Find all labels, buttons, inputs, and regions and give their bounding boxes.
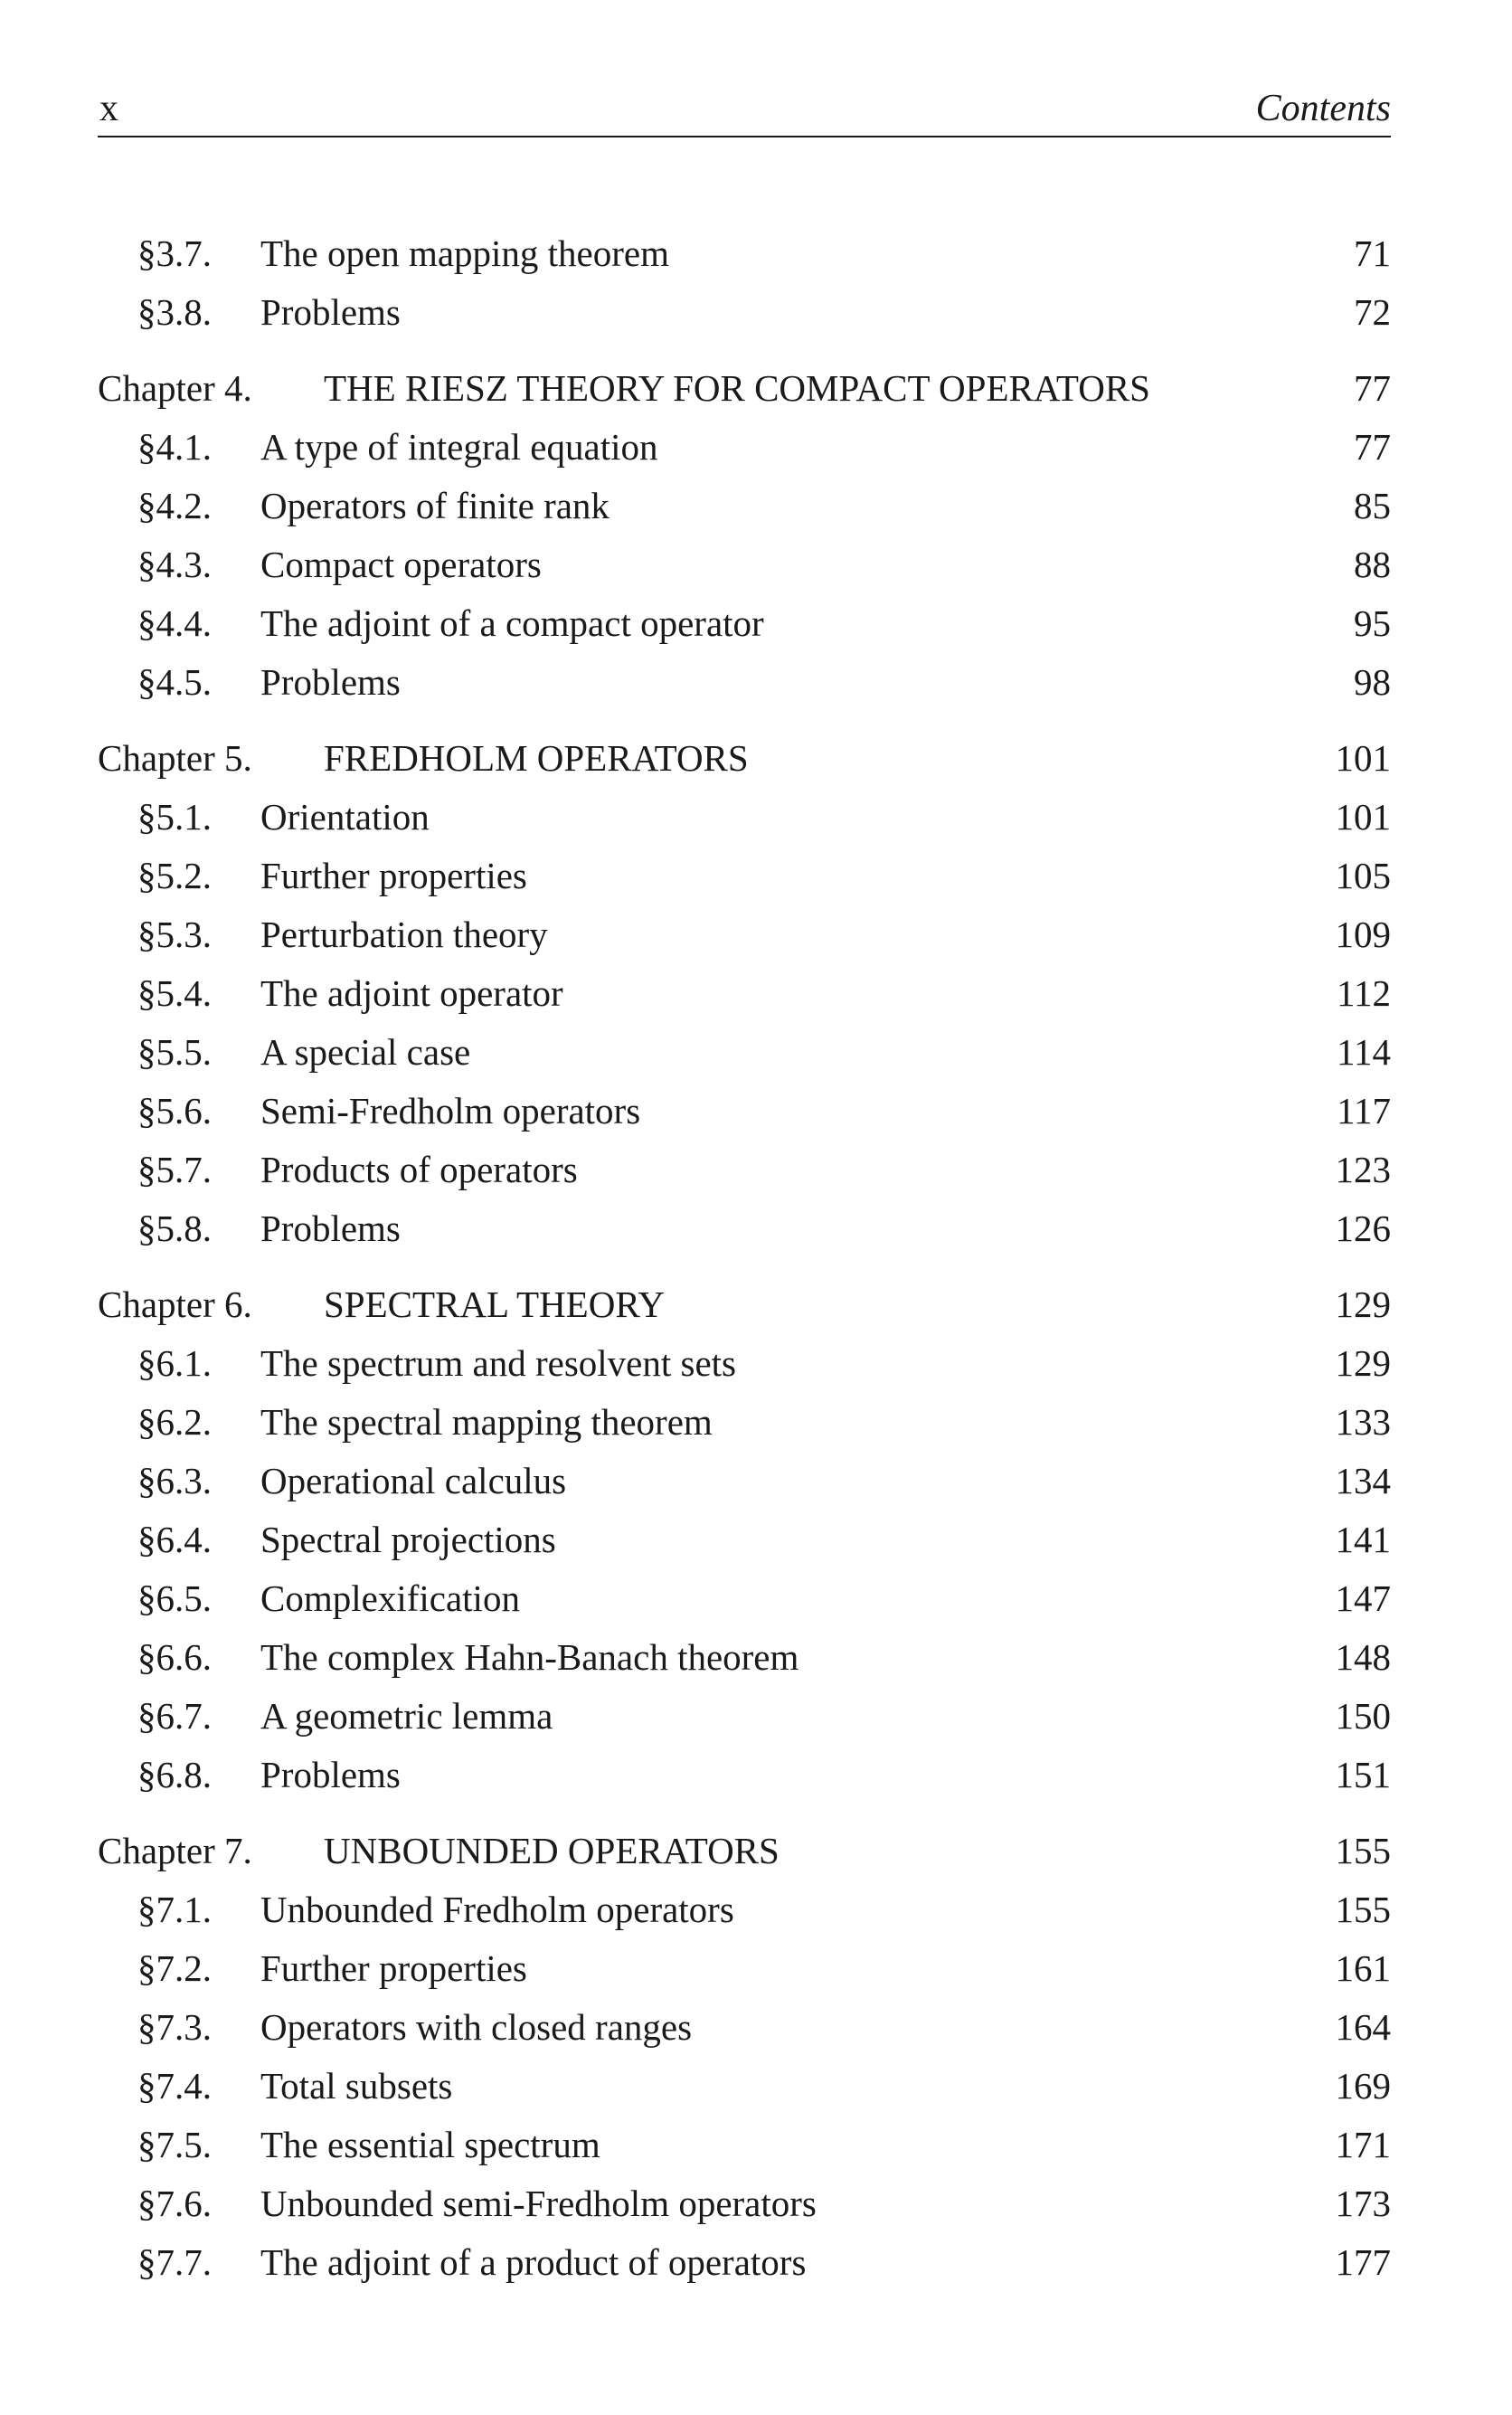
section-number: §6.1. bbox=[137, 1342, 212, 1384]
page-ref: 112 bbox=[1337, 972, 1391, 1014]
section-title: Problems bbox=[260, 1754, 401, 1795]
section-number: §5.1. bbox=[137, 796, 212, 838]
section-title: The essential spectrum bbox=[260, 2124, 600, 2165]
page-ref: 101 bbox=[1335, 796, 1391, 838]
section-number: §5.4. bbox=[137, 972, 212, 1014]
toc-section-row bbox=[98, 1511, 1391, 1569]
toc-section-row bbox=[98, 1082, 1391, 1141]
page-ref: 114 bbox=[1337, 1031, 1391, 1073]
page-ref: 133 bbox=[1335, 1401, 1391, 1443]
section-number: §6.3. bbox=[137, 1460, 212, 1501]
section-number: §4.2. bbox=[137, 485, 212, 526]
section-title: Operational calculus bbox=[260, 1460, 567, 1501]
page-ref: 148 bbox=[1335, 1636, 1391, 1678]
chapter-title: SPECTRAL THEORY bbox=[324, 1283, 666, 1325]
toc-section-row bbox=[98, 2233, 1391, 2292]
section-number: §4.5. bbox=[137, 661, 212, 703]
section-title: The open mapping theorem bbox=[260, 232, 670, 274]
section-number: §6.7. bbox=[137, 1695, 212, 1737]
section-number: §7.2. bbox=[137, 1947, 212, 1989]
section-number: §7.6. bbox=[137, 2183, 212, 2224]
section-title: A special case bbox=[260, 1031, 471, 1073]
section-title: Further properties bbox=[260, 1947, 527, 1989]
page-number: x bbox=[99, 88, 118, 129]
toc-chapter-row bbox=[98, 1275, 1391, 1334]
section-title: Total subsets bbox=[260, 2065, 453, 2107]
section-title: Further properties bbox=[260, 855, 527, 896]
toc-section-row bbox=[98, 1998, 1391, 2057]
toc-section-row bbox=[98, 1393, 1391, 1452]
page-ref: 171 bbox=[1335, 2124, 1391, 2165]
chapter-number: Chapter 6. bbox=[98, 1283, 252, 1325]
section-title: Problems bbox=[260, 291, 401, 333]
toc-section-row bbox=[98, 1746, 1391, 1804]
toc-section-row bbox=[98, 1023, 1391, 1082]
section-number: §5.8. bbox=[137, 1208, 212, 1249]
chapter-title: THE RIESZ THEORY FOR COMPACT OPERATORS bbox=[324, 367, 1150, 409]
section-title: A type of integral equation bbox=[260, 426, 658, 468]
section-title: The spectral mapping theorem bbox=[260, 1401, 713, 1443]
toc-section-row bbox=[98, 653, 1391, 712]
toc-section-row bbox=[98, 224, 1391, 283]
toc-section-row bbox=[98, 1141, 1391, 1199]
section-number: §4.3. bbox=[137, 544, 212, 585]
toc-section-row bbox=[98, 964, 1391, 1023]
section-title: Unbounded Fredholm operators bbox=[260, 1889, 734, 1930]
section-number: §7.5. bbox=[137, 2124, 212, 2165]
page-ref: 169 bbox=[1335, 2065, 1391, 2107]
toc-chapter-row bbox=[98, 359, 1391, 418]
section-number: §6.6. bbox=[137, 1636, 212, 1678]
chapter-number: Chapter 5. bbox=[98, 737, 252, 779]
page-ref: 77 bbox=[1354, 426, 1391, 468]
section-title: The adjoint operator bbox=[260, 972, 563, 1014]
toc-section-row bbox=[98, 1880, 1391, 1939]
page-ref: 109 bbox=[1335, 914, 1391, 955]
chapter-title: UNBOUNDED OPERATORS bbox=[324, 1830, 780, 1871]
section-title: Problems bbox=[260, 1208, 401, 1249]
section-number: §6.8. bbox=[137, 1754, 212, 1795]
chapter-title: FREDHOLM OPERATORS bbox=[324, 737, 749, 779]
section-number: §6.5. bbox=[137, 1577, 212, 1619]
page-ref: 151 bbox=[1335, 1754, 1391, 1795]
page-ref: 77 bbox=[1354, 367, 1391, 409]
page-ref: 88 bbox=[1354, 544, 1391, 585]
section-number: §5.6. bbox=[137, 1090, 212, 1132]
page-ref: 129 bbox=[1335, 1342, 1391, 1384]
page-ref: 173 bbox=[1335, 2183, 1391, 2224]
toc-section-row bbox=[98, 1939, 1391, 1998]
page-ref: 129 bbox=[1335, 1283, 1391, 1325]
section-title: Products of operators bbox=[260, 1149, 578, 1190]
page-ref: 155 bbox=[1335, 1889, 1391, 1930]
section-title: Operators of finite rank bbox=[260, 485, 610, 526]
section-number: §6.2. bbox=[137, 1401, 212, 1443]
section-title: The complex Hahn-Banach theorem bbox=[260, 1636, 799, 1678]
toc-section-row bbox=[98, 535, 1391, 594]
toc-section-row bbox=[98, 1628, 1391, 1687]
toc-section-row bbox=[98, 1199, 1391, 1258]
section-title: The adjoint of a product of operators bbox=[260, 2241, 807, 2283]
toc-section-row bbox=[98, 2057, 1391, 2116]
section-number: §7.4. bbox=[137, 2065, 212, 2107]
section-number: §3.7. bbox=[137, 232, 212, 274]
section-title: Semi-Fredholm operators bbox=[260, 1090, 641, 1132]
toc-section-row bbox=[98, 1334, 1391, 1393]
section-number: §5.2. bbox=[137, 855, 212, 896]
toc-section-row bbox=[98, 2116, 1391, 2174]
page-ref: 105 bbox=[1335, 855, 1391, 896]
section-title: The adjoint of a compact operator bbox=[260, 602, 764, 644]
section-title: Compact operators bbox=[260, 544, 542, 585]
section-title: The spectrum and resolvent sets bbox=[260, 1342, 737, 1384]
toc-chapter-row bbox=[98, 1822, 1391, 1880]
section-title: A geometric lemma bbox=[260, 1695, 553, 1737]
section-number: §7.3. bbox=[137, 2006, 212, 2048]
section-number: §3.8. bbox=[137, 291, 212, 333]
section-number: §7.1. bbox=[137, 1889, 212, 1930]
toc-chapter-row bbox=[98, 729, 1391, 788]
page-ref: 101 bbox=[1335, 737, 1391, 779]
toc-section-row bbox=[98, 905, 1391, 964]
page-ref: 117 bbox=[1337, 1090, 1391, 1132]
toc-section-row bbox=[98, 788, 1391, 847]
section-number: §4.1. bbox=[137, 426, 212, 468]
page-ref: 161 bbox=[1335, 1947, 1391, 1989]
section-number: §5.7. bbox=[137, 1149, 212, 1190]
section-title: Complexification bbox=[260, 1577, 520, 1619]
section-title: Operators with closed ranges bbox=[260, 2006, 693, 2048]
toc-section-row bbox=[98, 594, 1391, 653]
page-ref: 147 bbox=[1335, 1577, 1391, 1619]
page-ref: 95 bbox=[1354, 602, 1391, 644]
page-ref: 123 bbox=[1335, 1149, 1391, 1190]
page-ref: 134 bbox=[1335, 1460, 1391, 1501]
page-ref: 126 bbox=[1335, 1208, 1391, 1249]
section-number: §4.4. bbox=[137, 602, 212, 644]
table-of-contents bbox=[98, 224, 1391, 2292]
chapter-number: Chapter 7. bbox=[98, 1830, 252, 1871]
section-title: Problems bbox=[260, 661, 401, 703]
section-number: §6.4. bbox=[137, 1519, 212, 1560]
page-ref: 71 bbox=[1354, 232, 1391, 274]
section-number: §5.3. bbox=[137, 914, 212, 955]
page-ref: 72 bbox=[1354, 291, 1391, 333]
chapter-number: Chapter 4. bbox=[98, 367, 252, 409]
section-number: §7.7. bbox=[137, 2241, 212, 2283]
toc-section-row bbox=[98, 2174, 1391, 2233]
toc-section-row bbox=[98, 1687, 1391, 1746]
page-ref: 98 bbox=[1354, 661, 1391, 703]
section-title: Unbounded semi-Fredholm operators bbox=[260, 2183, 817, 2224]
toc-section-row bbox=[98, 477, 1391, 535]
section-number: §5.5. bbox=[137, 1031, 212, 1073]
page-ref: 155 bbox=[1335, 1830, 1391, 1871]
page-ref: 177 bbox=[1335, 2241, 1391, 2283]
toc-section-row bbox=[98, 847, 1391, 905]
toc-section-row bbox=[98, 283, 1391, 342]
page-ref: 150 bbox=[1335, 1695, 1391, 1737]
section-title: Orientation bbox=[260, 796, 430, 838]
toc-section-row bbox=[98, 418, 1391, 477]
toc-section-row bbox=[98, 1452, 1391, 1511]
running-header bbox=[98, 81, 1391, 137]
section-title: Perturbation theory bbox=[260, 914, 548, 955]
section-title: Spectral projections bbox=[260, 1519, 556, 1560]
page-ref: 141 bbox=[1335, 1519, 1391, 1560]
running-title: Contents bbox=[1255, 88, 1391, 129]
toc-section-row bbox=[98, 1569, 1391, 1628]
page-ref: 164 bbox=[1335, 2006, 1391, 2048]
page-ref: 85 bbox=[1354, 485, 1391, 526]
